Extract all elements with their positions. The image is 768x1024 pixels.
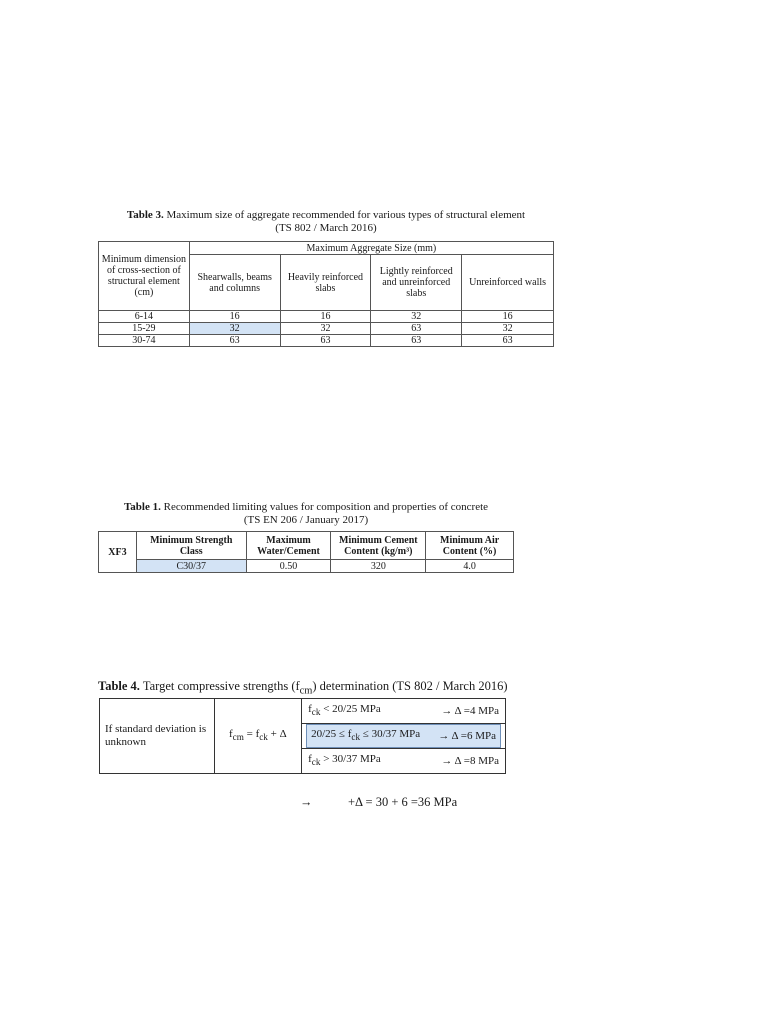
table-cell: 32 (280, 323, 371, 335)
condition-part: ≤ 30/37 MPa (360, 728, 421, 740)
condition-sub: ck (311, 757, 321, 768)
condition-sub: ck (351, 732, 361, 743)
condition-row (302, 699, 506, 724)
table-cell: 16 (462, 311, 554, 323)
formula (214, 699, 302, 774)
condition-result: → Δ =8 MPa (441, 754, 499, 767)
formula-part: + Δ (267, 728, 287, 740)
case-label: If standard deviation is unknown (100, 699, 215, 774)
table-cell: 63 (280, 335, 371, 347)
table-cell: 32 (371, 311, 462, 323)
table1-caption-source: (TS EN 206 / January 2017) (243, 514, 369, 526)
table1-column-header: Maximum Water/Cement (246, 532, 331, 560)
table-row (99, 323, 554, 335)
condition-part: > 30/37 MPa (320, 753, 381, 766)
result-text: +Δ = 30 + 6 =36 MPa (348, 795, 458, 809)
table-cell: 63 (462, 335, 554, 347)
table-cell: 320 (331, 560, 426, 573)
formula-sub: ck (259, 732, 268, 743)
table1-column-header: Minimum Cement Content (kg/m³) (331, 532, 426, 560)
target-strength-table (99, 698, 506, 774)
table-cell: 63 (371, 335, 462, 347)
table3-column-header: Shearwalls, beams and columns (189, 255, 280, 311)
highlight-box (306, 724, 501, 748)
condition-part: f (308, 702, 312, 715)
condition-text (311, 728, 420, 744)
condition-part: f (308, 753, 312, 766)
table-cell: 6-14 (99, 311, 190, 323)
table3-caption-source: (TS 802 / March 2016) (275, 222, 377, 234)
condition-result: → Δ =4 MPa (441, 704, 499, 717)
table4-caption-label: Table 4. (98, 679, 140, 693)
table3-caption (98, 209, 554, 235)
table-cell: 4.0 (426, 560, 514, 573)
table1-caption-label: Table 1. (123, 501, 161, 513)
table-row (99, 335, 554, 347)
table4-caption-sub: cm (299, 685, 313, 697)
table-cell: 16 (189, 311, 280, 323)
table1-column-header: Minimum Air Content (%) (426, 532, 514, 560)
condition-row-highlighted (302, 724, 506, 749)
table3-caption-label: Table 3. (126, 209, 164, 221)
table3-group-header: Maximum Aggregate Size (mm) (189, 242, 553, 255)
table-cell: 30-74 (99, 335, 190, 347)
table3-column-header: Unreinforced walls (462, 255, 554, 311)
table-cell: 15-29 (99, 323, 190, 335)
formula-part: = f (243, 728, 260, 740)
table1-caption (98, 501, 514, 527)
table-cell: 63 (189, 335, 280, 347)
table4-caption-text-end: ) determination (TS 802 / March 2016) (312, 679, 508, 693)
table-cell: 16 (280, 311, 371, 323)
result-line (300, 795, 457, 810)
highlighted-cell: C30/37 (136, 560, 246, 573)
condition-text (308, 753, 381, 769)
table-row (99, 311, 554, 323)
condition-sub: ck (311, 707, 321, 718)
table3-column-header: Lightly reinforced and unreinforced slabs (371, 255, 462, 311)
condition-part: < 20/25 MPa (320, 702, 381, 715)
exposure-class-label: XF3 (99, 532, 137, 573)
table4-caption-text: Target compressive strengths (f (142, 679, 300, 693)
table1-column-header: Minimum Strength Class (136, 532, 246, 560)
table1-caption-text: Recommended limiting values for composition and properties of concrete (163, 501, 489, 513)
table-cell: 32 (462, 323, 554, 335)
highlighted-cell: 32 (189, 323, 280, 335)
condition-result: → Δ =6 MPa (438, 729, 496, 742)
concrete-limits-table (98, 531, 514, 573)
table4-caption (98, 679, 512, 699)
formula-sub: cm (232, 732, 244, 743)
table3-row-header: Minimum dimension of cross-section of structural element (cm) (99, 242, 190, 311)
condition-text (308, 703, 381, 719)
aggregate-size-table (98, 241, 554, 347)
table3-column-header: Heavily reinforced slabs (280, 255, 371, 311)
formula-part: f (229, 728, 233, 740)
table3-caption-text: Maximum size of aggregate recommended for various types of structural element (166, 209, 526, 221)
arrow-icon: → (300, 795, 313, 809)
table-row (99, 560, 514, 573)
condition-row (302, 749, 506, 774)
table-cell: 0.50 (246, 560, 331, 573)
table-cell: 63 (371, 323, 462, 335)
condition-part: 20/25 ≤ f (311, 728, 352, 740)
